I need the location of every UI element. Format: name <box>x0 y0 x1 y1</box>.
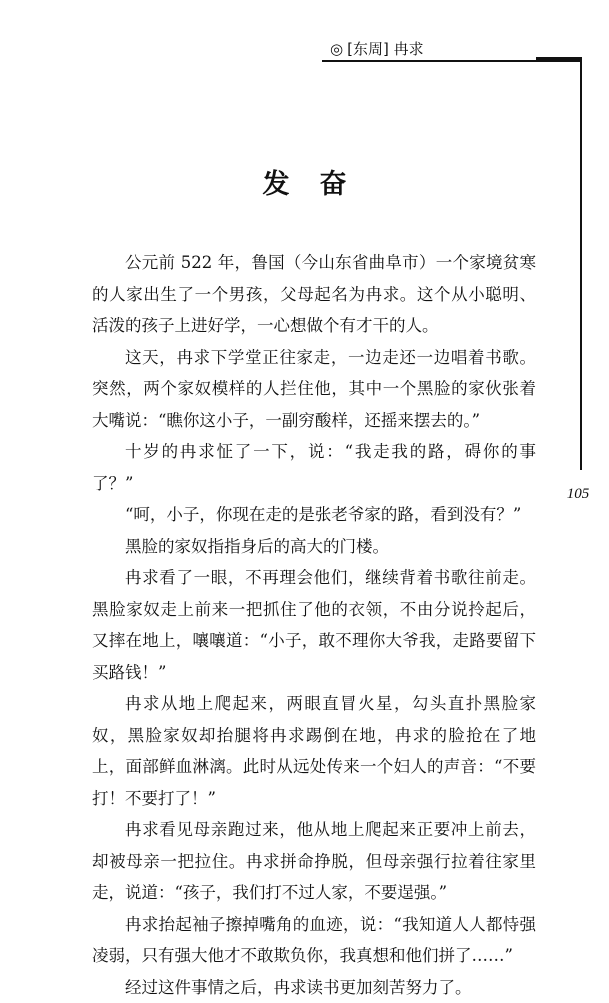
header-rule-accent <box>536 57 582 62</box>
page-number: 105 <box>558 486 598 503</box>
paragraph: “呵，小子，你现在走的是张老爷家的路，看到没有？” <box>92 499 536 531</box>
circle-symbol-icon: ◎ <box>330 40 343 58</box>
paragraph: 冉求抬起袖子擦掉嘴角的血迹，说：“我知道人人都恃强凌弱，只有强大他才不敢欺负你，我真想和他们拼了……” <box>92 909 536 972</box>
chapter-title: 发奋 <box>0 162 609 201</box>
paragraph: 公元前 522 年，鲁国（今山东省曲阜市）一个家境贫寒的人家出生了一个男孩，父母起名为冉求。这个从小聪明、活泼的孩子上进好学，一心想做个有才干的人。 <box>92 247 536 342</box>
paragraph: 黑脸的家奴指指身后的高大的门楼。 <box>92 531 536 563</box>
paragraph: 经过这件事情之后，冉求读书更加刻苦努力了。 <box>92 972 536 1003</box>
paragraph: 冉求看见母亲跑过来，他从地上爬起来正要冲上前去，却被母亲一把拉住。冉求拼命挣脱，但母亲强行拉着往家里走，说道：“孩子，我们打不过人家，不要逞强。” <box>92 814 536 909</box>
paragraph: 冉求从地上爬起来，两眼直冒火星，勾头直扑黑脸家奴，黑脸家奴却抬腿将冉求踢倒在地，冉求的脸抢在了地上，面部鲜血淋漓。此时从远处传来一个妇人的声音：“不要打！不要打了！” <box>92 688 536 814</box>
running-header-text: [东周] 冉求 <box>347 40 423 58</box>
body-text <box>92 247 536 1003</box>
paragraph: 十岁的冉求怔了一下，说：“我走我的路，碍你的事了？” <box>92 436 536 499</box>
paragraph: 这天，冉求下学堂正往家走，一边走还一边唱着书歌。突然，两个家奴模样的人拦住他，其中一个黑脸的家伙张着大嘴说：“瞧你这小子，一副穷酸样，还摇来摆去的。” <box>92 342 536 437</box>
side-rule <box>580 60 582 470</box>
paragraph: 冉求看了一眼，不再理会他们，继续背着书歌往前走。黑脸家奴走上前来一把抓住了他的衣领，不由分说拎起后，又摔在地上，嚷嚷道：“小子，敢不理你大爷我，走路要留下买路钱！” <box>92 562 536 688</box>
